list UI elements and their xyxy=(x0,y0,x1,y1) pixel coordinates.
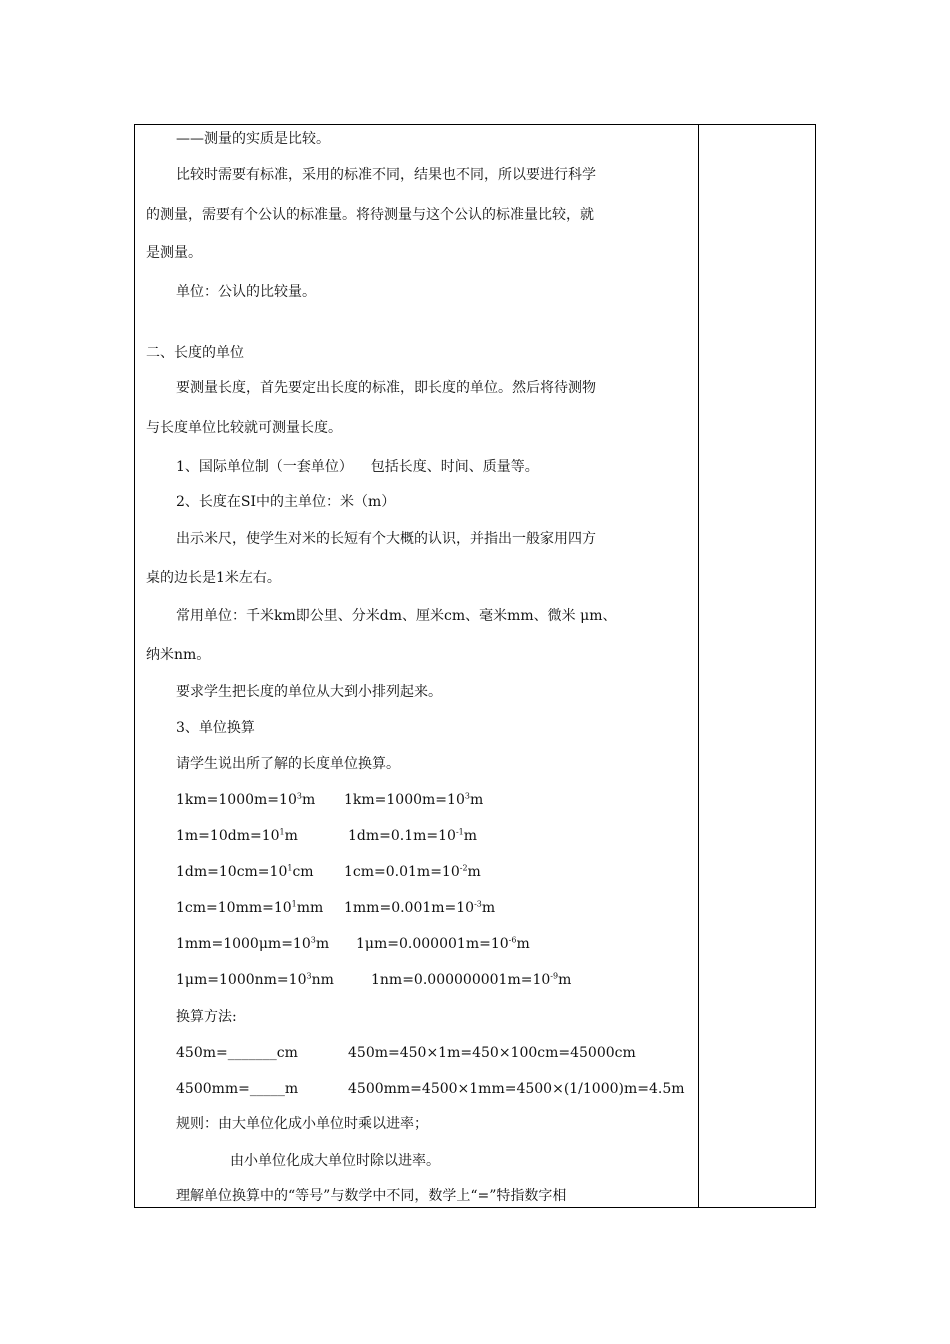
page-table xyxy=(134,124,816,1208)
exponent: 3 xyxy=(464,791,470,801)
rule-line: 由小单位化成大单位时除以进率。 xyxy=(230,1153,440,1169)
unit: m xyxy=(469,792,484,808)
example-question: 450m=_______cm xyxy=(176,1045,298,1061)
text-line: 1、国际单位制（一套单位） 包括长度、时间、质量等。 xyxy=(176,459,539,475)
conversion-left: 1cm=10mm=10 xyxy=(176,900,292,916)
column-divider xyxy=(698,125,699,1207)
unit: m xyxy=(558,972,572,988)
unit: nm xyxy=(311,972,334,988)
unit: m xyxy=(301,792,316,808)
conversion-left: 1μm=1000nm=10 xyxy=(176,972,307,988)
conversion-row xyxy=(176,971,572,989)
unit: m xyxy=(315,936,330,952)
exponent: 3 xyxy=(306,971,312,981)
conversion-right: 1nm=0.000000001m=10 xyxy=(371,972,551,988)
text-line: 的测量，需要有个公认的标准量。将待测量与这个公认的标准量比较，就 xyxy=(146,207,594,223)
exponent: -9 xyxy=(550,971,559,981)
unit: m xyxy=(467,864,481,880)
text-line: 是测量。 xyxy=(146,245,202,261)
exponent: 1 xyxy=(287,863,293,873)
example-row xyxy=(176,1080,685,1098)
text-line: 比较时需要有标准，采用的标准不同，结果也不同，所以要进行科学 xyxy=(176,167,596,183)
unit: m xyxy=(284,828,298,844)
unit: m xyxy=(481,900,496,916)
unit: cm xyxy=(292,864,314,880)
conversion-right: 1μm=0.000001m=10 xyxy=(356,936,509,952)
text-line: 纳米nm。 xyxy=(146,647,211,663)
text-line: 单位：公认的比较量。 xyxy=(176,284,316,300)
exponent: 3 xyxy=(296,791,302,801)
text-line: 请学生说出所了解的长度单位换算。 xyxy=(176,756,400,772)
text-line: 理解单位换算中的“等号”与数学中不同，数学上“=”特指数字相 xyxy=(176,1188,567,1204)
conversion-right: 1km=1000m=10 xyxy=(344,792,465,808)
conversion-right: 1cm=0.01m=10 xyxy=(344,864,460,880)
example-answer: 4500mm=4500×1mm=4500×(1/1000)m=4.5m xyxy=(348,1081,685,1097)
conversion-row xyxy=(176,899,496,917)
conversion-left: 1mm=1000μm=10 xyxy=(176,936,311,952)
text-line: 常用单位：千米km即公里、分米dm、厘米cm、毫米mm、微米 μm、 xyxy=(176,608,617,624)
text-line: 要求学生把长度的单位从大到小排列起来。 xyxy=(176,684,442,700)
exponent: -3 xyxy=(474,899,482,909)
section-heading: 二、长度的单位 xyxy=(146,345,244,361)
unit: m xyxy=(516,936,530,952)
text-line: 要测量长度，首先要定出长度的标准，即长度的单位。然后将待测物 xyxy=(176,380,596,396)
unit: mm xyxy=(296,900,324,916)
example-question: 4500mm=_____m xyxy=(176,1081,299,1097)
conversion-left: 1dm=10cm=10 xyxy=(176,864,288,880)
conversion-row xyxy=(176,791,484,809)
conversion-right: 1dm=0.1m=10 xyxy=(348,828,456,844)
conversion-row xyxy=(176,863,481,881)
text-line: 换算方法: xyxy=(176,1009,237,1025)
exponent: 3 xyxy=(310,935,316,945)
exponent: -2 xyxy=(459,863,468,873)
exponent: 1 xyxy=(279,827,285,837)
exponent: -6 xyxy=(508,935,517,945)
exponent: -1 xyxy=(455,827,464,837)
text-line: ——测量的实质是比较。 xyxy=(176,131,330,147)
conversion-row xyxy=(176,827,478,845)
subsection-heading: 3、单位换算 xyxy=(176,720,255,736)
conversion-left: 1km=1000m=10 xyxy=(176,792,297,808)
text-line: 2、长度在SI中的主单位：米（m） xyxy=(176,494,396,510)
conversion-left: 1m=10dm=10 xyxy=(176,828,280,844)
example-row xyxy=(176,1044,636,1062)
example-answer: 450m=450×1m=450×100cm=45000cm xyxy=(348,1045,636,1061)
exponent: 1 xyxy=(291,899,297,909)
text-line: 与长度单位比较就可测量长度。 xyxy=(146,420,342,436)
conversion-right: 1mm=0.001m=10 xyxy=(344,900,475,916)
text-line: 桌的边长是1米左右。 xyxy=(146,570,281,586)
rule-line: 规则：由大单位化成小单位时乘以进率； xyxy=(176,1116,428,1132)
text-line: 出示米尺，使学生对米的长短有个大概的认识，并指出一般家用四方 xyxy=(176,531,596,547)
unit: m xyxy=(463,828,478,844)
